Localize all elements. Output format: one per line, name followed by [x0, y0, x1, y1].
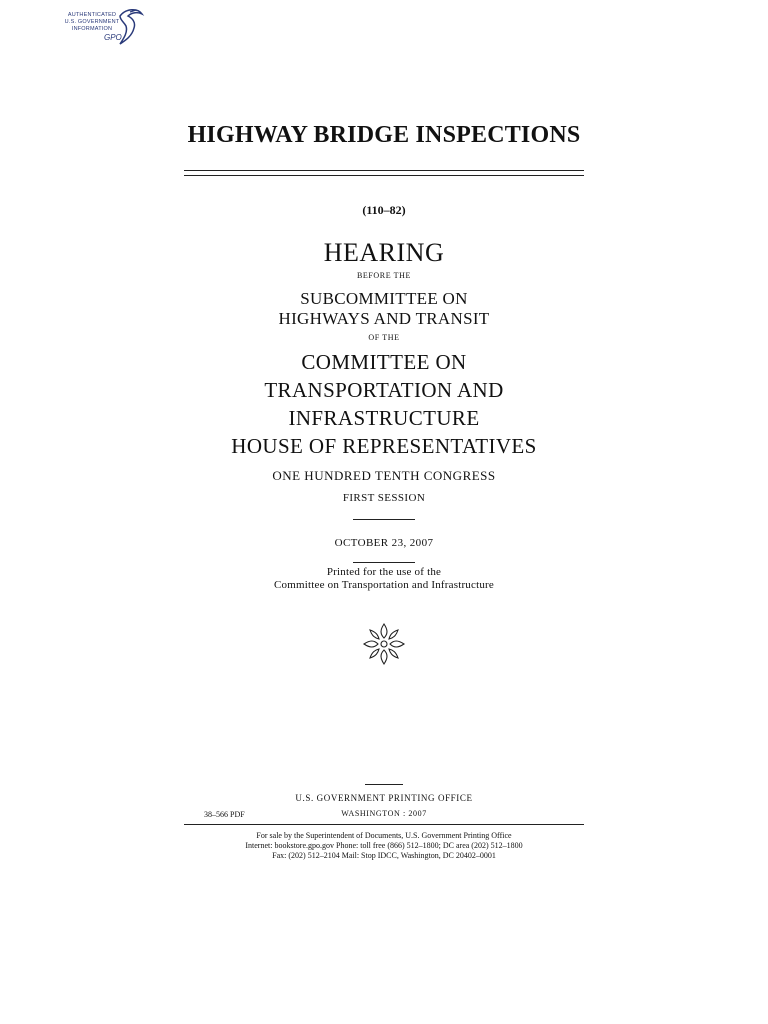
- for-sale-line-2: Internet: bookstore.gpo.gov Phone: toll free (866) 512–1800; DC area (202) 512–1800: [245, 841, 523, 850]
- for-sale-line-3: Fax: (202) 512–2104 Mail: Stop IDCC, Washington, DC 20402–0001: [272, 851, 496, 860]
- subcommittee-line-2: HIGHWAYS AND TRANSIT: [278, 309, 490, 328]
- session-label: FIRST SESSION: [342, 492, 426, 504]
- seal-line-2: U.S. GOVERNMENT: [64, 19, 120, 25]
- footer-rule: [184, 824, 584, 825]
- serial-number: (110–82): [362, 203, 406, 217]
- hearing-heading: HEARING: [323, 238, 445, 267]
- of-the-label: OF THE: [368, 333, 400, 342]
- title-double-rule: [184, 170, 584, 176]
- subcommittee-line-1: SUBCOMMITTEE ON: [300, 289, 468, 308]
- house-of-representatives: HOUSE OF REPRESENTATIVES: [231, 434, 537, 458]
- flower-ornament-icon: [362, 622, 406, 666]
- date-rule: [353, 562, 415, 563]
- printed-for-line-2: Committee on Transportation and Infrastructure: [274, 579, 494, 591]
- committee-line-3: INFRASTRUCTURE: [288, 406, 480, 430]
- for-sale-line-1: For sale by the Superintendent of Documents, U.S. Government Printing Office: [256, 831, 512, 840]
- committee-line-2: TRANSPORTATION AND: [264, 378, 504, 402]
- place-and-year: WASHINGTON : 2007: [341, 809, 427, 818]
- session-rule: [353, 519, 415, 520]
- seal-gpo-mark: GPO: [104, 33, 122, 42]
- seal-line-3: INFORMATION: [71, 26, 113, 32]
- document-title: HIGHWAY BRIDGE INSPECTIONS: [187, 122, 581, 148]
- hearing-date: OCTOBER 23, 2007: [334, 537, 434, 549]
- congress-label: ONE HUNDRED TENTH CONGRESS: [272, 468, 496, 483]
- before-the-label: BEFORE THE: [356, 271, 412, 280]
- printer-rule: [365, 784, 403, 785]
- seal-line-1: AUTHENTICATED: [67, 12, 117, 18]
- pdf-number: 38–566 PDF: [204, 810, 245, 819]
- printing-office: U.S. GOVERNMENT PRINTING OFFICE: [295, 793, 473, 803]
- gpo-authenticated-seal: [60, 6, 150, 48]
- committee-line-1: COMMITTEE ON: [301, 350, 467, 374]
- printed-for-line-1: Printed for the use of the: [326, 566, 442, 578]
- eagle-icon: [116, 6, 146, 46]
